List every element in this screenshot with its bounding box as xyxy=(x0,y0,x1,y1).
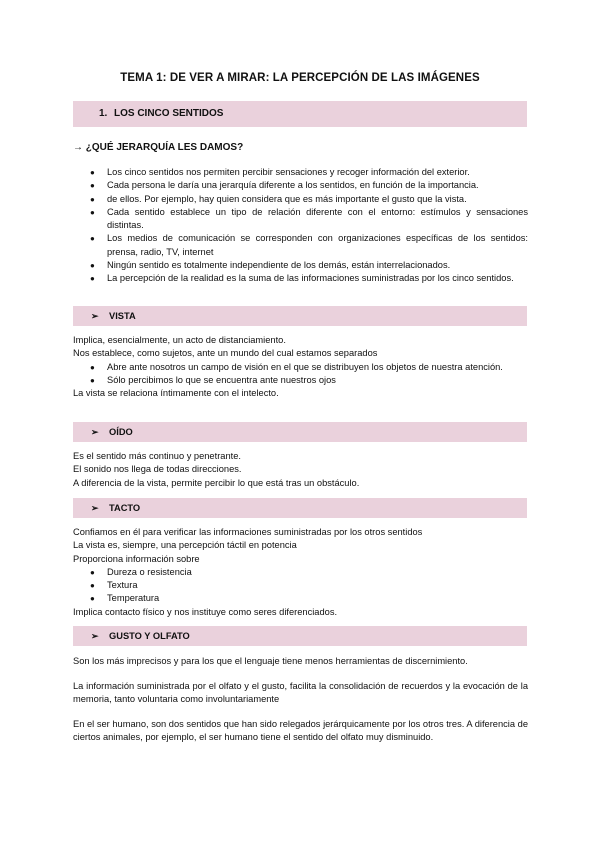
paragraph-line: Es el sentido más continuo y penetrante. xyxy=(73,451,241,461)
list-item: ● La percepción de la realidad es la suma de las informaciones suministradas por los cinco sentidos. xyxy=(73,272,528,285)
section-header xyxy=(73,101,527,127)
bullet-icon: ● xyxy=(90,581,95,591)
list-item: ● Los cinco sentidos nos permiten percibir sensaciones y recoger información del exterior. xyxy=(73,166,528,179)
arrow-icon: ➢ xyxy=(91,503,99,513)
intro-bullet-list xyxy=(73,166,528,286)
tacto-content xyxy=(73,526,528,619)
bullet-icon: ● xyxy=(90,274,95,284)
oido-content xyxy=(73,450,528,490)
arrow-icon: ➢ xyxy=(91,311,99,321)
paragraph: En el ser humano, son dos sentidos que han sido relegados jerárquicamente por los otros tres. A diferencia de ciertos animales, por ejemplo, el ser humano tiene el sentido del olfato muy disminuido. xyxy=(73,719,528,743)
question-heading: → ¿QUÉ JERARQUÍA LES DAMOS? xyxy=(73,142,244,153)
subsection-title: GUSTO Y OLFATO xyxy=(109,631,190,641)
vista-content xyxy=(73,334,528,400)
paragraph-line: A diferencia de la vista, permite percibir lo que está tras un obstáculo. xyxy=(73,477,360,488)
list-item: ● Los medios de comunicación se corresponden con organizaciones específicas de los sentidos: prensa, radio, TV, internet xyxy=(90,233,528,257)
bullet-icon: ● xyxy=(90,261,95,271)
subsection-header-gusto-olfato xyxy=(73,626,527,646)
subsection-header-tacto xyxy=(73,498,527,518)
list-item: ● Cada sentido establece un tipo de relación diferente con el entorno: estímulos y sensaciones distintas. xyxy=(90,206,528,231)
bullet-icon: ● xyxy=(90,362,95,372)
subsection-header-oido xyxy=(73,422,527,442)
list-item: ● Textura xyxy=(73,579,528,592)
paragraph: La información suministrada por el olfato y el gusto, facilita la consolidación de recuerdos y la evocación de la memoria, tanto voluntaria como involuntariamente xyxy=(73,681,528,705)
bullet-icon: ● xyxy=(90,594,95,604)
subsection-title: TACTO xyxy=(109,503,141,513)
paragraph-line: Nos establece, como sujetos, ante un mundo del cual estamos separados xyxy=(73,348,378,359)
arrow-icon: ➢ xyxy=(91,631,99,641)
list-item: ● Dureza o resistencia xyxy=(73,566,528,579)
list-item: ● Abre ante nosotros un campo de visión en el que se distribuyen los objetos de nuestra atención. xyxy=(73,361,528,374)
bullet-icon: ● xyxy=(90,181,95,191)
section-number: 1. xyxy=(99,108,108,119)
subsection-title: OÍDO xyxy=(109,427,133,437)
list-item: ● Cada persona le daría una jerarquía diferente a los sentidos, en función de la importancia. xyxy=(73,179,528,192)
paragraph-line: La vista es, siempre, una percepción táctil en potencia xyxy=(73,540,297,551)
paragraph-line: Implica contacto físico y nos instituye como seres diferenciados. xyxy=(73,606,338,617)
list-item: ● de ellos. Por ejemplo, hay quien considera que es más importante el gusto que la vista. xyxy=(73,193,528,206)
bullet-icon: ● xyxy=(90,194,95,204)
subsection-header-vista xyxy=(73,306,527,326)
paragraph-line: Proporciona información sobre xyxy=(73,553,200,564)
bullet-icon: ● xyxy=(90,234,95,244)
paragraph-line: Confiamos en él para verificar las informaciones suministradas por los otros sentidos xyxy=(73,527,423,537)
bullet-icon: ● xyxy=(90,207,95,217)
page-title: TEMA 1: DE VER A MIRAR: LA PERCEPCIÓN DE LAS IMÁGENES xyxy=(120,72,480,84)
paragraph-line: Implica, esencialmente, un acto de distanciamiento. xyxy=(73,335,286,345)
paragraph-line: El sonido nos llega de todas direcciones. xyxy=(73,464,242,475)
bullet-icon: ● xyxy=(90,375,95,385)
list-item: ● Ningún sentido es totalmente independiente de los demás, están interrelacionados. xyxy=(73,259,528,272)
list-item: ● Sólo percibimos lo que se encuentra ante nuestros ojos xyxy=(73,374,528,387)
bullet-icon: ● xyxy=(90,168,95,177)
paragraph-line: La vista se relaciona íntimamente con el intelecto. xyxy=(73,388,279,399)
paragraph: Son los más imprecisos y para los que el lenguaje tiene menos herramientas de discernimiento. xyxy=(73,656,468,666)
list-item: ● Temperatura xyxy=(73,592,528,605)
section-title: LOS CINCO SENTIDOS xyxy=(114,108,224,119)
arrow-icon: ➢ xyxy=(91,427,99,437)
bullet-icon: ● xyxy=(90,567,95,577)
subsection-title: VISTA xyxy=(109,311,136,321)
